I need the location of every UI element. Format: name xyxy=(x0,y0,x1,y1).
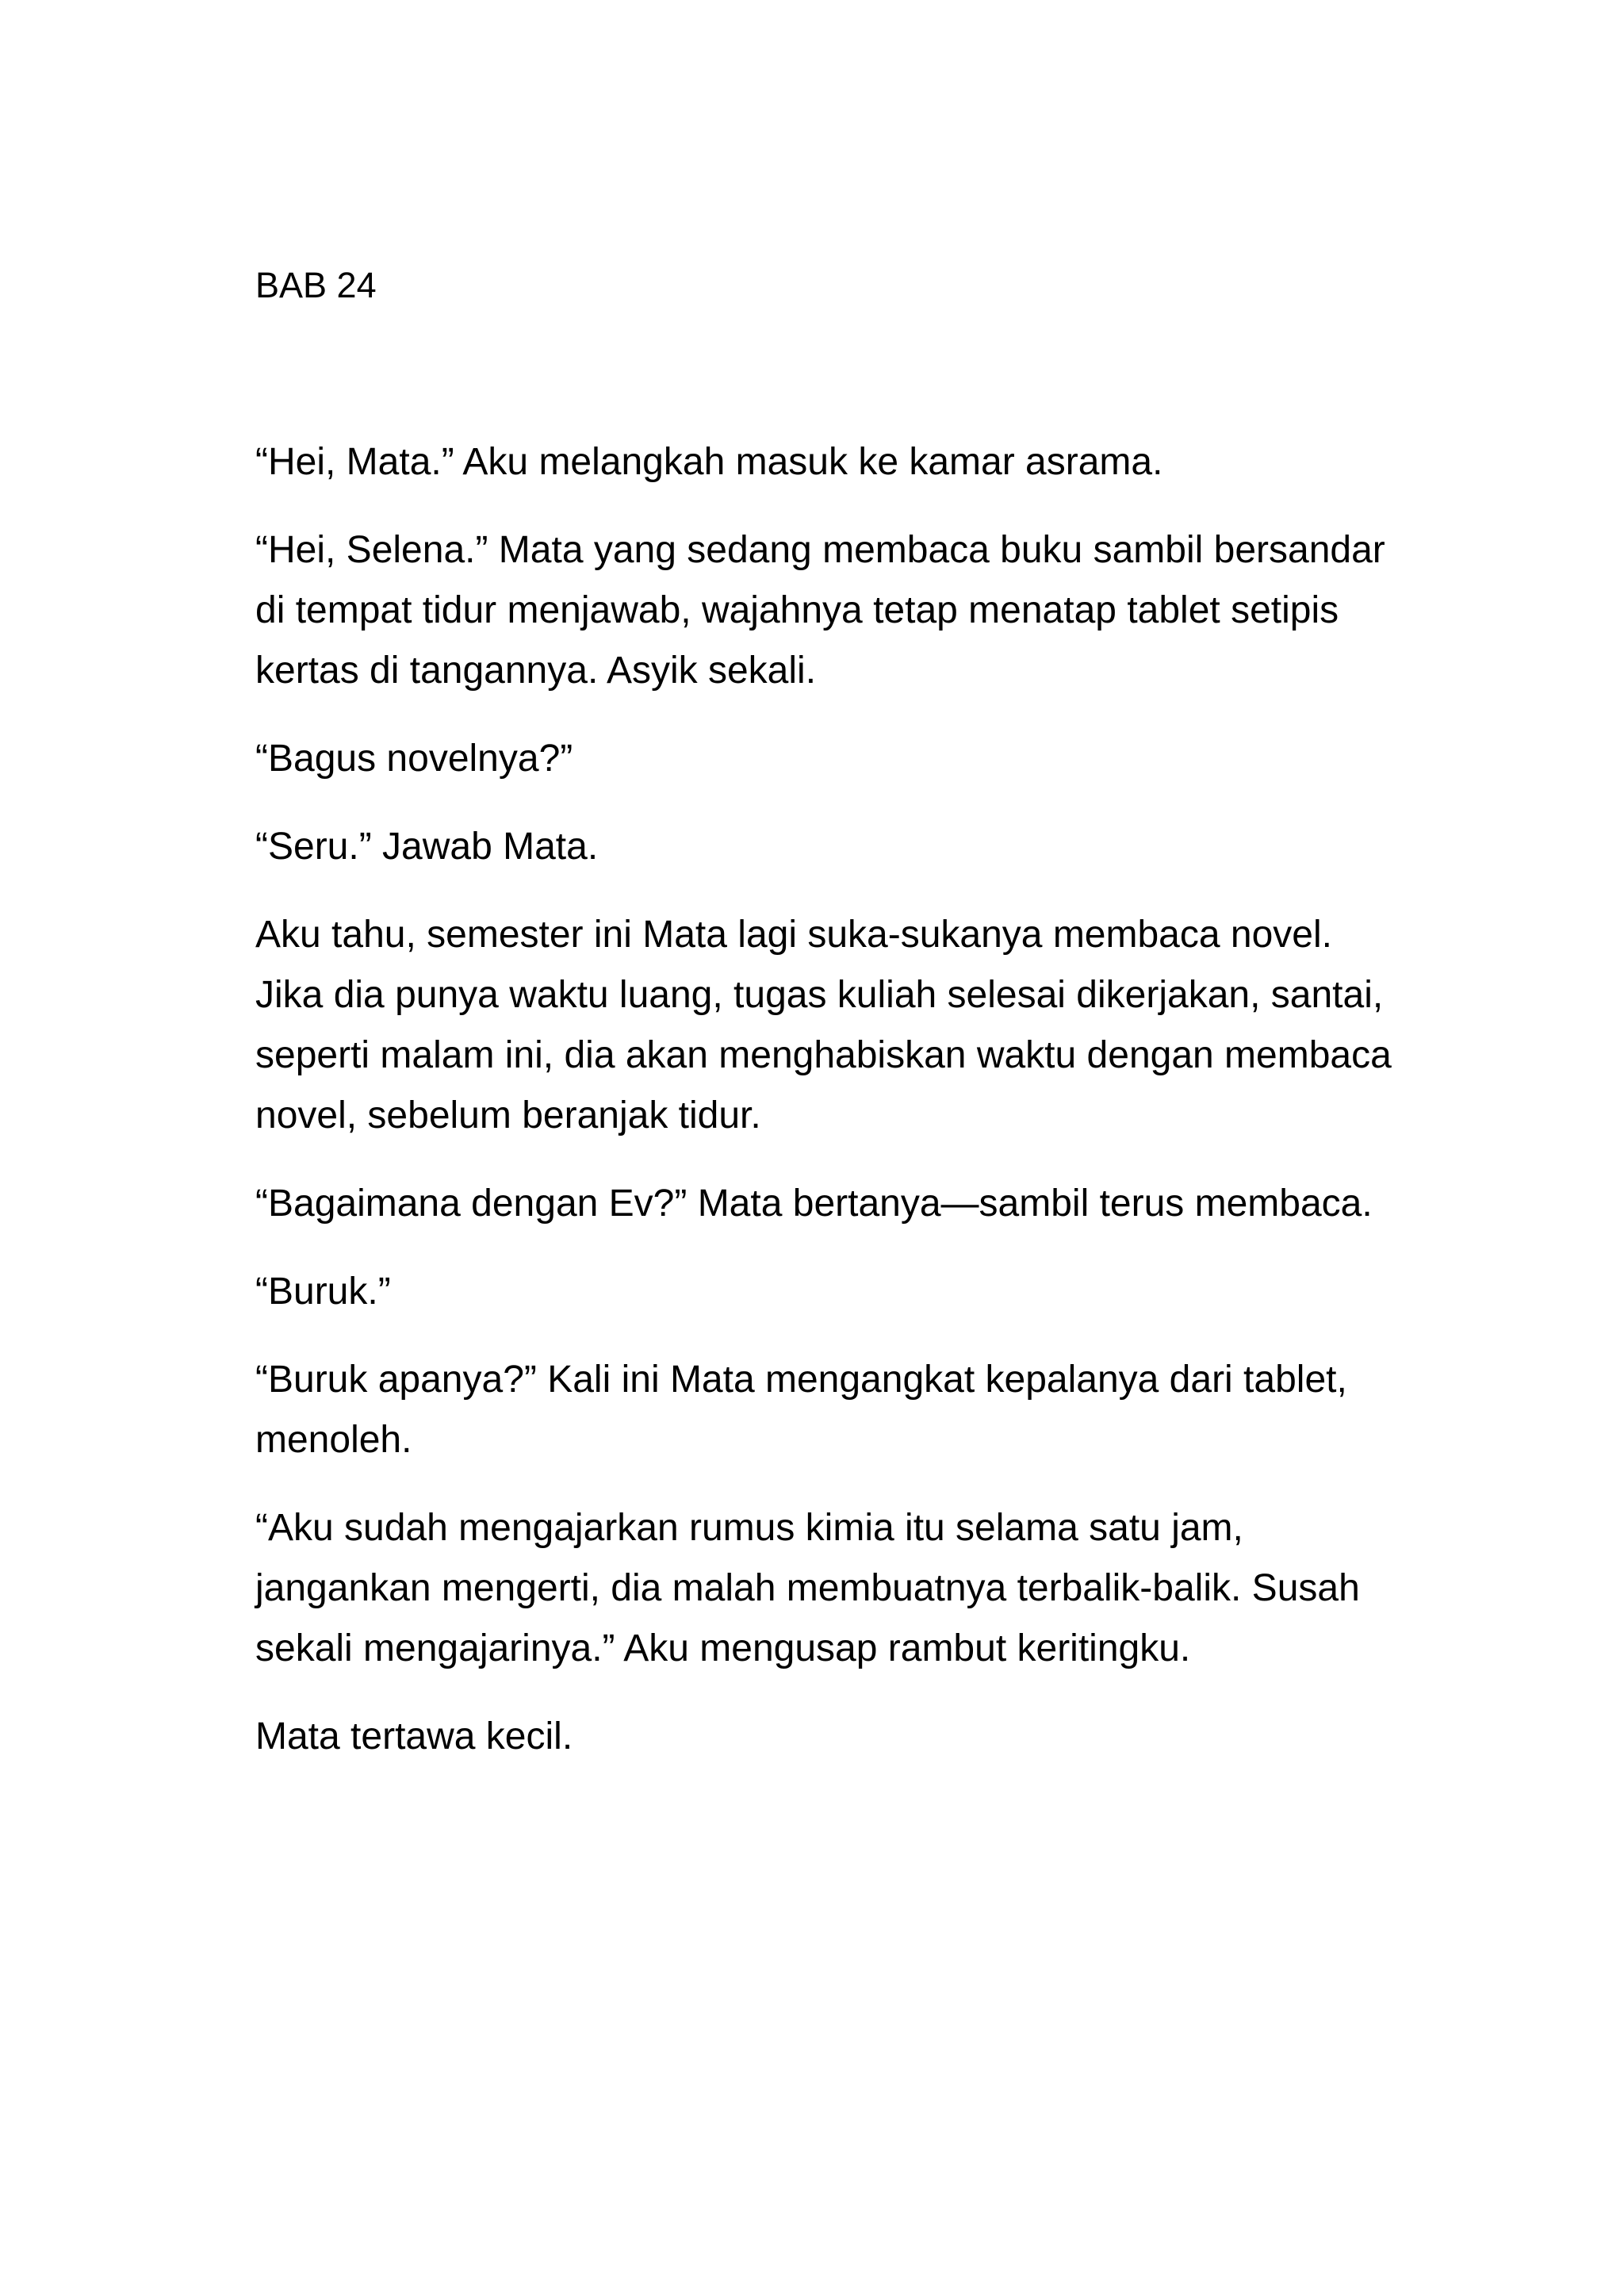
page-content xyxy=(255,262,1397,1795)
paragraph: “Hei, Mata.” Aku melangkah masuk ke kamar asrama. xyxy=(255,441,1163,483)
paragraph: “Bagus novelnya?” xyxy=(255,738,573,780)
paragraph: “Hei, Selena.” Mata yang sedang membaca buku sambil bersandar di tempat tidur menjawab, wajahnya tetap menatap tablet setipis kertas di tangannya. Asyik sekali. xyxy=(255,529,1385,692)
paragraph: “Aku sudah mengajarkan rumus kimia itu selama satu jam, jangankan mengerti, dia malah membuatnya terbalik-balik. Susah sekali mengajarinya.” Aku mengusap rambut keritingku. xyxy=(255,1507,1360,1669)
paragraph: “Bagaimana dengan Ev?” Mata bertanya—sambil terus membaca. xyxy=(255,1182,1373,1225)
paragraph: “Seru.” Jawab Mata. xyxy=(255,826,599,868)
paragraph: “Buruk.” xyxy=(255,1271,391,1313)
chapter-title: BAB 24 xyxy=(255,265,377,305)
paragraph: “Buruk apanya?” Kali ini Mata mengangkat kepalanya dari tablet, menoleh. xyxy=(255,1359,1347,1461)
paragraph: Mata tertawa kecil. xyxy=(255,1715,573,1757)
paragraph: Aku tahu, semester ini Mata lagi suka-sukanya membaca novel. Jika dia punya waktu luang, tugas kuliah selesai dikerjakan, santai, seperti malam ini, dia akan menghabiskan waktu dengan membaca novel, sebelum beranjak tidur. xyxy=(255,914,1392,1137)
